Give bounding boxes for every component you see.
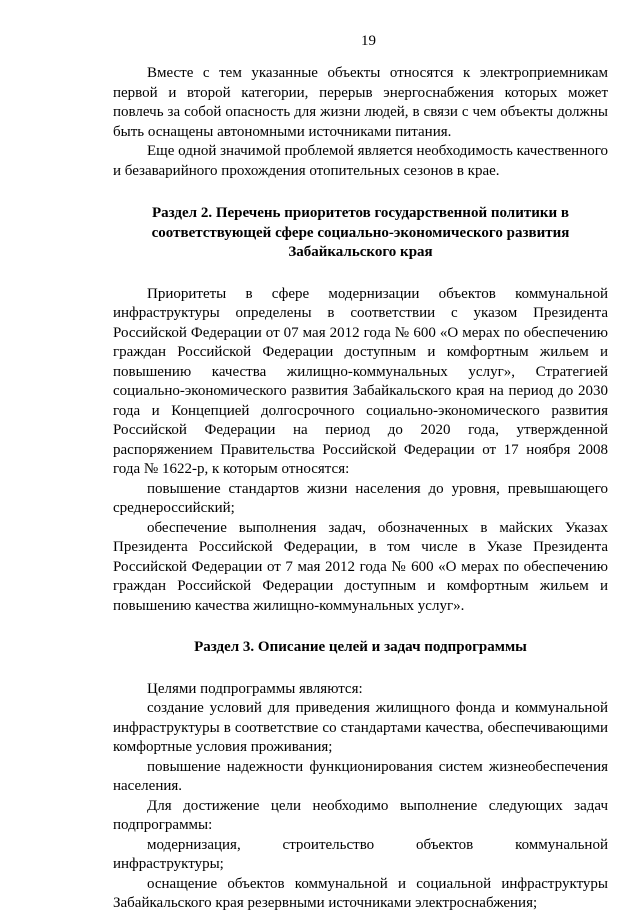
document-page <box>113 32 608 914</box>
body-paragraph: модернизация, строительство объектов коммунальной инфраструктуры; <box>113 836 608 872</box>
body-paragraph: Целями подпрограммы являются: <box>147 680 363 697</box>
body-paragraph: повышение надежности функционирования систем жизнеобеспечения населения. <box>113 758 608 794</box>
body-paragraph: повышение стандартов жизни населения до уровня, превышающего среднероссийский; <box>113 480 608 516</box>
section-3-heading: Раздел 3. Описание целей и задач подпрограммы <box>194 639 527 655</box>
body-paragraph: создание условий для приведения жилищного фонда и коммунальной инфраструктуры в соответствие со стандартами качества, обеспечивающими комфортные условия проживания; <box>113 700 608 755</box>
body-paragraph: Для достижение цели необходимо выполнение следующих задач подпрограммы: <box>113 797 608 833</box>
body-paragraph: Вместе с тем указанные объекты относятся к электроприемникам первой и второй категории, перерыв энергоснабжения которых может повлечь за собой опасность для жизни людей, в связи с чем объекты должны быть оснащены автономными источниками питания. <box>113 65 608 140</box>
body-paragraph: обеспечение выполнения задач, обозначенных в майских Указах Президента Российской Федерации, в том числе в Указе Президента Российской Федерации от 7 мая 2012 года № 600 «О мерах по обеспечению граждан Российской Федерации доступным и комфортным жильем и повышению качества жилищно-коммунальных услуг». <box>113 519 608 614</box>
body-paragraph: Приоритеты в сфере модернизации объектов коммунальной инфраструктуры определены в соответствии с указом Президента Российской Федерации от 07 мая 2012 года № 600 «О мерах по обеспечению граждан Российской Федерации доступным и комфортным жильем и повышению качества жилищно-коммунальных услуг», Стратегией социально-экономического развития Забайкальского края на период до 2030 года и Концепцией долгосрочного социально-экономического развития Российской Федерации на период до 2020 года, утвержденной распоряжением Правительства Российской Федерации от 17 ноября 2008 года № 1622-р, к которым относятся: <box>113 285 608 477</box>
page-number: 19 <box>361 33 376 49</box>
body-paragraph: Еще одной значимой проблемой является необходимость качественного и безаварийного прохождения отопительных сезонов в крае. <box>113 143 609 179</box>
body-paragraph: оснащение объектов коммунальной и социальной инфраструктуры Забайкальского края резервными источниками электроснабжения; <box>113 875 608 911</box>
section-2-heading: Раздел 2. Перечень приоритетов государственной политики в соответствующей сфере социально-экономического развития Забайкальского края <box>151 205 570 260</box>
